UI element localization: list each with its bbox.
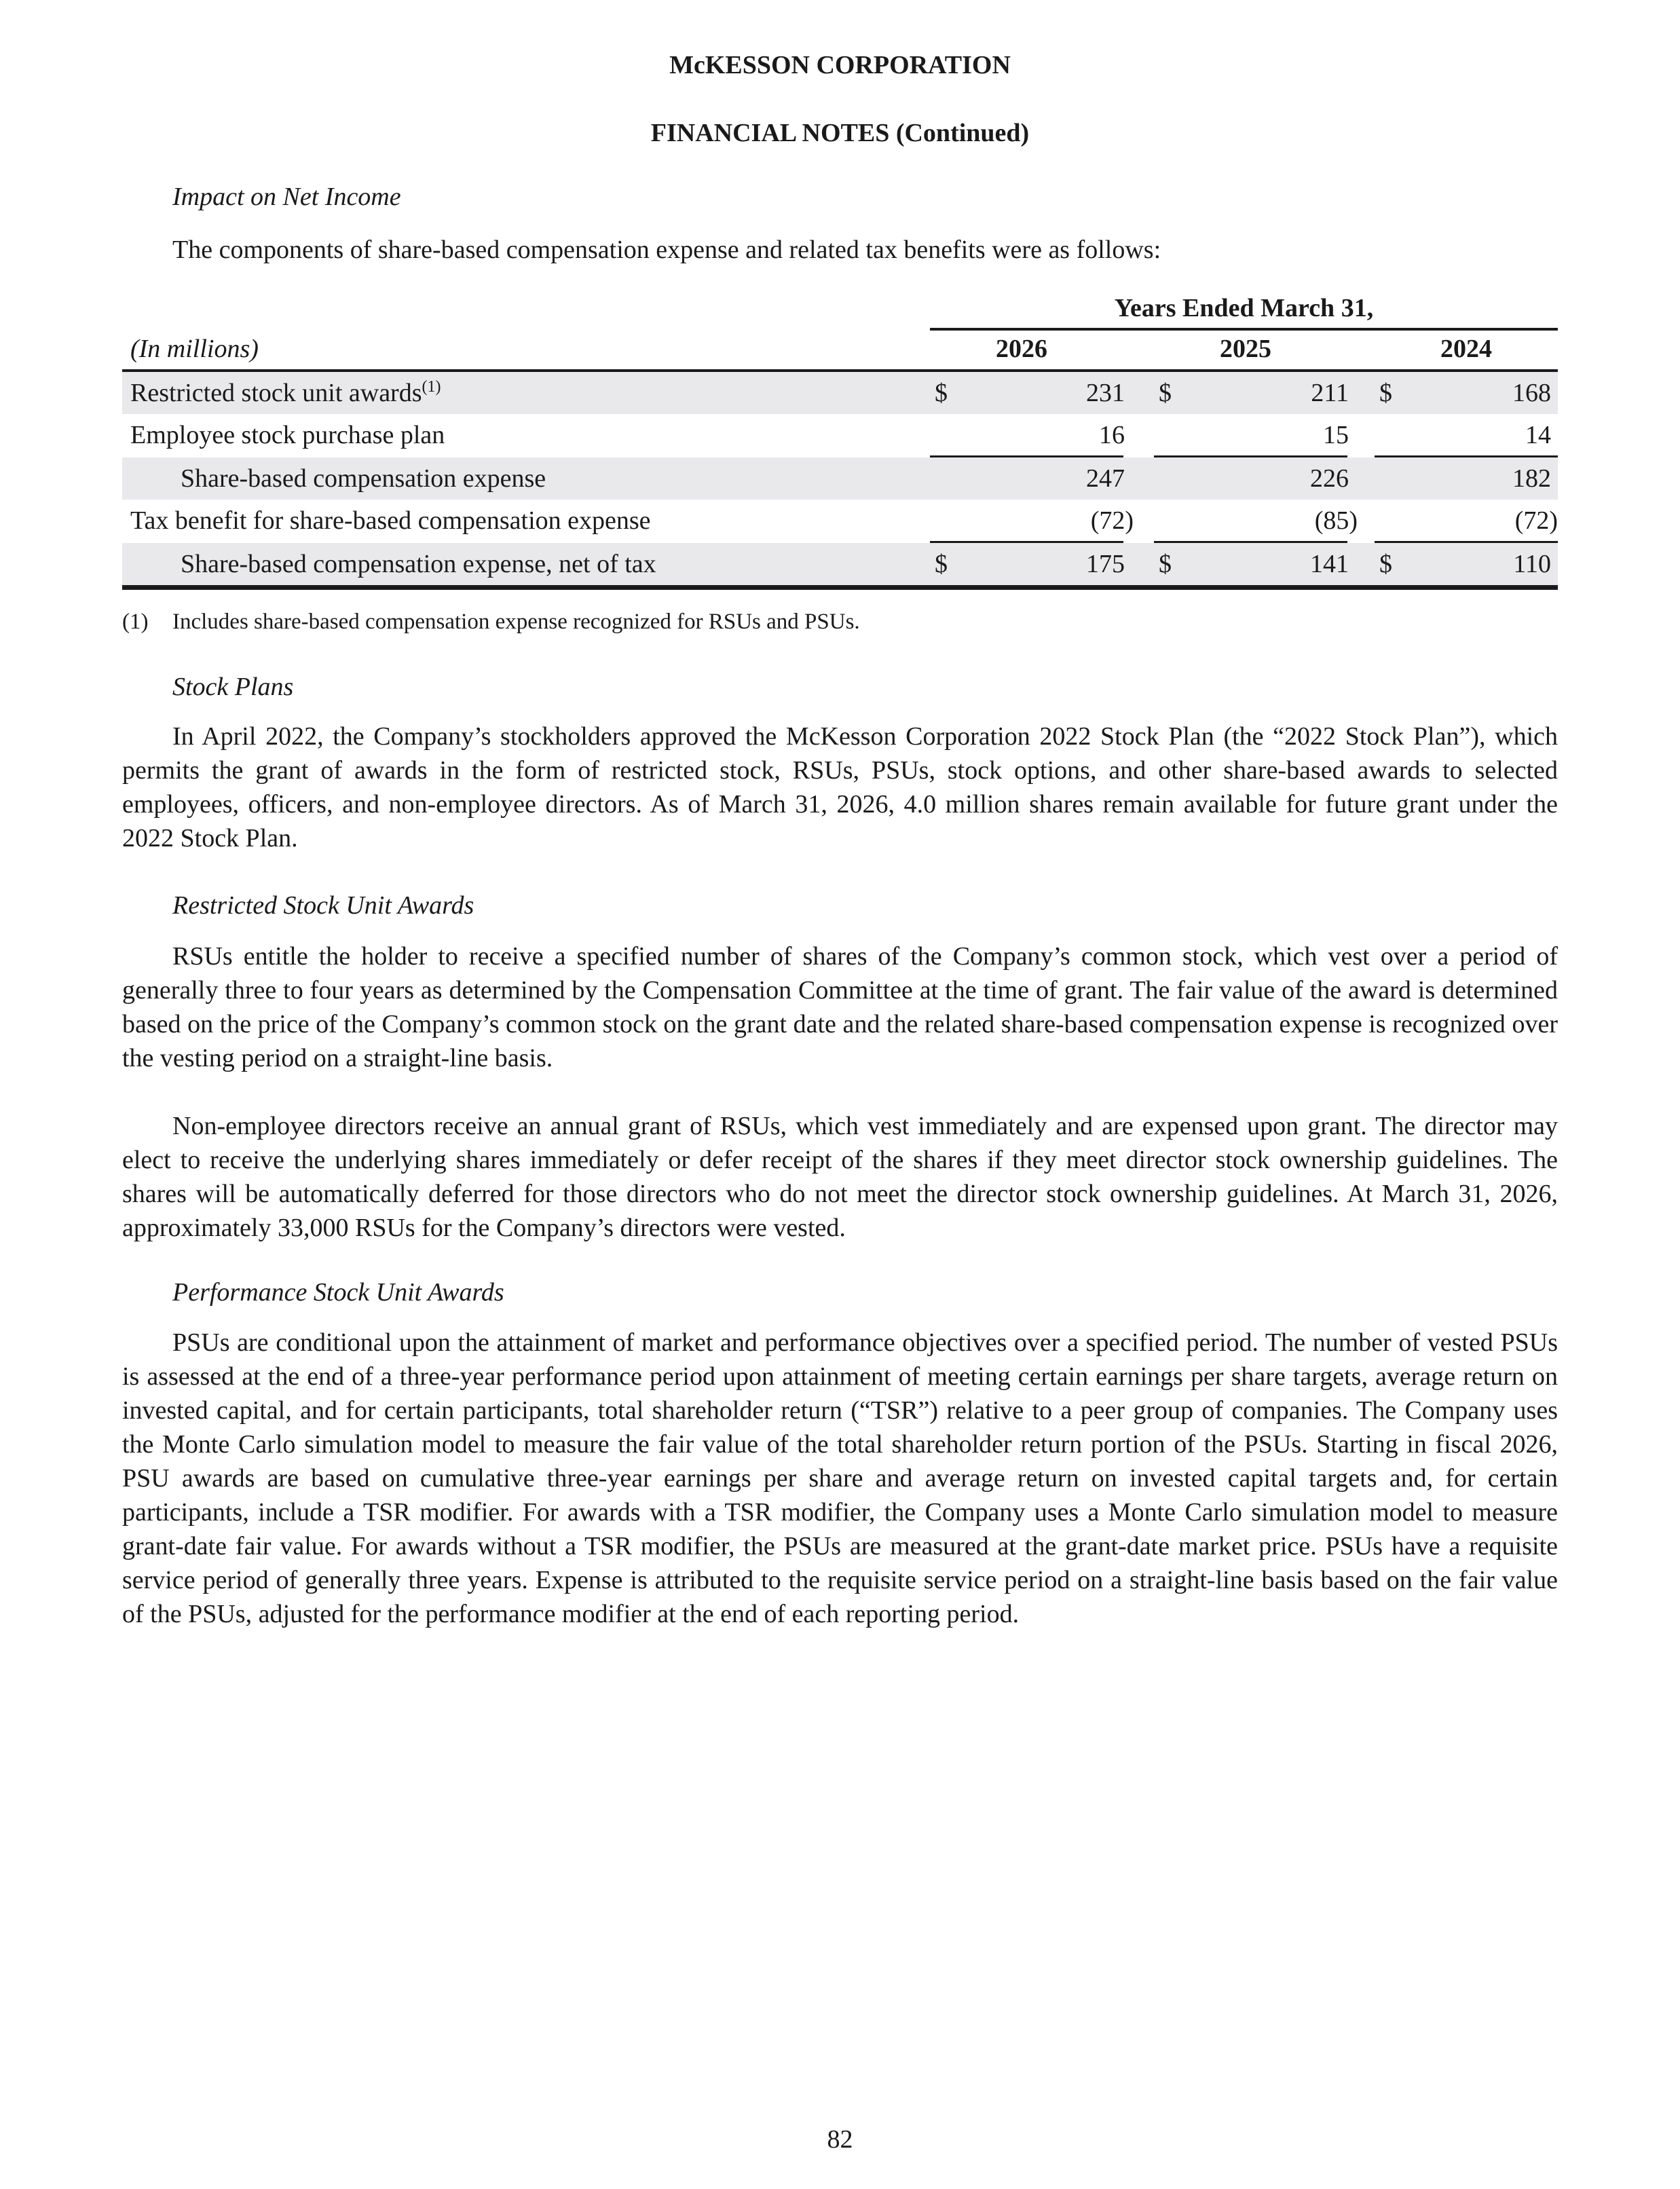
impact-heading: Impact on Net Income — [172, 183, 401, 211]
year-header-2025: 2025 — [1220, 335, 1271, 363]
currency-symbol: $ — [935, 379, 948, 407]
row-label: Employee stock purchase plan — [130, 421, 445, 449]
currency-symbol: $ — [1159, 550, 1172, 578]
rsu-paragraph-1: RSUs entitle the holder to receive a specified number of shares of the Company’s common stock, which vest over a period of generally three to four years as determined by the Compensation Committee at the time of grant. The fair value of the award is determined based on the price of the Company’s common stock on the grant date and the related share-based compensation expense is recognized over the vesting period on a straight-line basis. — [122, 942, 1558, 1072]
value-2025: 226 — [1310, 464, 1349, 493]
currency-symbol: $ — [1379, 550, 1392, 578]
row-label: Share-based compensation expense, net of tax — [181, 550, 656, 578]
row-label: Share-based compensation expense — [181, 464, 546, 493]
value-2025: (85) — [1314, 506, 1358, 535]
footnote-text: Includes share-based compensation expense recognized for RSUs and PSUs. — [172, 610, 860, 634]
total-double-rule — [122, 585, 1558, 590]
value-2025: 15 — [1323, 421, 1349, 449]
table-row — [122, 372, 1558, 414]
year-header-2026: 2026 — [996, 335, 1047, 363]
year-header-2024: 2024 — [1440, 335, 1492, 363]
row-label: Restricted stock unit awards$^{(1)}$ — [130, 378, 441, 407]
footnote-number: (1) — [122, 610, 149, 634]
value-2024: 110 — [1513, 550, 1551, 578]
table-row — [122, 500, 1558, 542]
rsu-paragraph-2: Non-employee directors receive an annual grant of RSUs, which vest immediately and are expensed upon grant. The director may elect to receive the underlying shares immediately or defer receipt of the shares if they meet director stock ownership guidelines. The shares will be automatically deferred for those directors who do not meet the director stock ownership guidelines. At March 31, 2026, approximately 33,000 RSUs for the Company’s directors were vested. — [122, 1112, 1558, 1242]
value-2026: 231 — [1086, 379, 1125, 407]
company-name: McKESSON CORPORATION — [669, 51, 1011, 79]
stock-plans-paragraph: In April 2022, the Company’s stockholders approved the McKesson Corporation 2022 Stock Plan (the “2022 Stock Plan”), which permits the grant of awards in the form of restricted stock, RSUs, PSUs, stock options, and other share-based awards to selected employees, officers, and non-employee directors. As of March 31, 2026, 4.0 million shares remain available for future grant under the 2022 Stock Plan. — [122, 722, 1558, 853]
years-ended-header: Years Ended March 31, — [1114, 294, 1374, 322]
psu-paragraph: PSUs are conditional upon the attainment of market and performance objectives over a specified period. The number of vested PSUs is assessed at the end of a three-year performance period upon attainment of meeting certain earnings per share targets, average return on invested capital, and for certain participants, total shareholder return (“TSR”) relative to a peer group of companies. The Company uses the Monte Carlo simulation model to measure the fair value of the total shareholder return portion of the PSUs. Starting in fiscal 2026, PSU awards are based on cumulative three-year earnings per share and average return on invested capital targets and, for certain participants, include a TSR modifier. For awards with a TSR modifier, the Company uses a Monte Carlo simulation model to measure grant-date fair value. For awards without a TSR modifier, the PSUs are measured at the grant-date market price. PSUs have a requisite service period of generally three years. Expense is attributed to the requisite service period on a straight-line basis based on the fair value of the PSUs, adjusted for the performance modifier at the end of each reporting period. — [122, 1328, 1558, 1628]
table-row — [122, 414, 1558, 456]
value-2026: 175 — [1086, 550, 1125, 578]
value-2024: (72) — [1514, 506, 1558, 535]
value-2025: 211 — [1311, 379, 1349, 407]
currency-symbol: $ — [935, 550, 948, 578]
years-header-rule — [930, 328, 1558, 331]
footnote-ref: (1) — [422, 378, 441, 396]
stock-plans-heading: Stock Plans — [172, 673, 294, 701]
currency-symbol: $ — [1159, 379, 1172, 407]
value-2024: 168 — [1512, 379, 1551, 407]
value-2026: (72) — [1090, 506, 1134, 535]
table-row — [122, 543, 1558, 585]
value-2026: 16 — [1099, 421, 1125, 449]
notes-title: FINANCIAL NOTES (Continued) — [650, 119, 1030, 147]
rsu-heading: Restricted Stock Unit Awards — [172, 891, 474, 920]
page-number: 82 — [827, 2125, 853, 2154]
impact-intro: The components of share-based compensation expense and related tax benefits were as follows: — [172, 236, 1161, 264]
units-label: (In millions) — [130, 335, 259, 363]
value-2024: 14 — [1525, 421, 1551, 449]
table-row — [122, 457, 1558, 500]
value-2025: 141 — [1310, 550, 1349, 578]
compensation-table — [122, 292, 1558, 591]
value-2026: 247 — [1086, 464, 1125, 493]
psu-heading: Performance Stock Unit Awards — [172, 1278, 504, 1307]
currency-symbol: $ — [1379, 379, 1392, 407]
row-label: Tax benefit for share-based compensation expense — [130, 506, 651, 535]
value-2024: 182 — [1512, 464, 1551, 493]
